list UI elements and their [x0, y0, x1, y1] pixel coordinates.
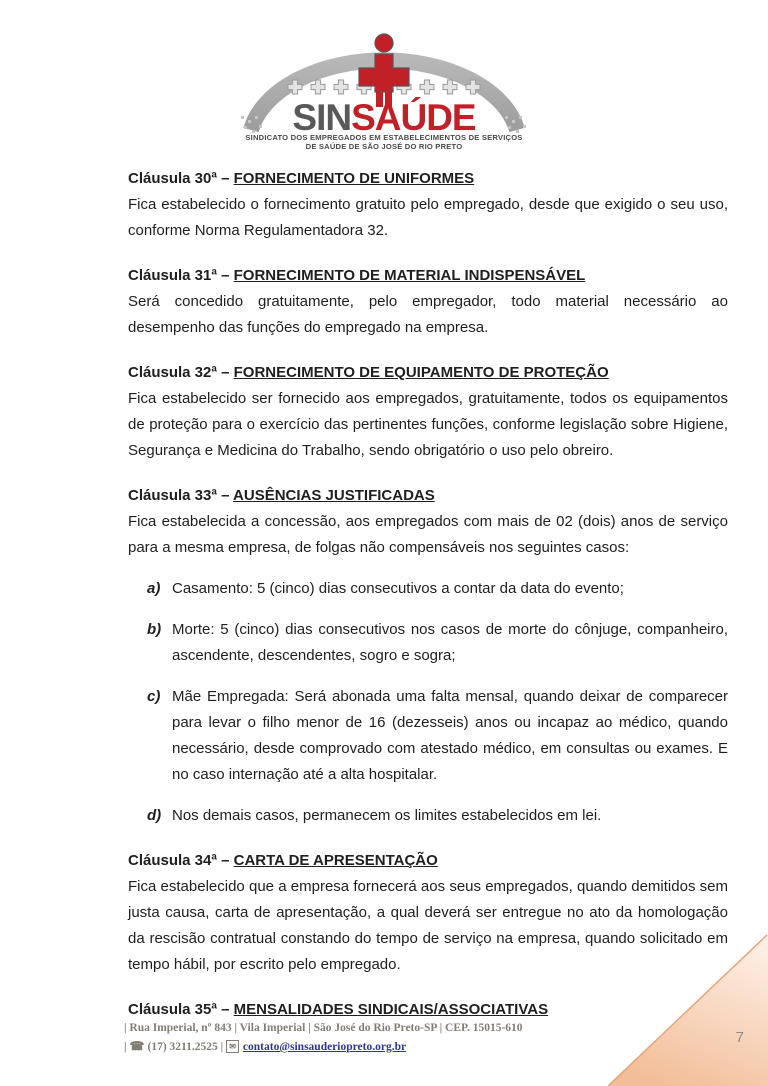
corner-triangle-decoration	[608, 934, 768, 1086]
clause-31-heading	[128, 263, 728, 289]
footer-contact-line	[124, 1037, 523, 1056]
list-item-b	[128, 617, 728, 669]
clause-35-title: MENSALIDADES SINDICAIS/ASSOCIATIVAS	[233, 1001, 549, 1018]
clause-30-title: FORNECIMENTO DE UNIFORMES	[233, 170, 475, 187]
clause-33-heading	[128, 483, 728, 509]
clause-34-text: Fica estabelecido que a empresa fornecerá aos seus empregados, quando demitidos sem justa causa, carta de apresentação, a qual deverá ser entregue no ato da homologação da rescisão contratual constando do tempo de serviço na empresa, quando solicitado em tempo hábil, por escrito pelo empregado.	[128, 878, 728, 973]
clause-31-text: Será concedido gratuitamente, pelo empregador, todo material necessário ao desempenho das funções do empregado na empresa.	[128, 293, 728, 336]
clause-30-text: Fica estabelecido o fornecimento gratuito pelo empregado, desde que exigido o seu uso, conforme Norma Regulamentadora 32.	[128, 196, 728, 239]
clause-30-heading	[128, 166, 728, 192]
list-item-b-marker: b)	[147, 621, 162, 638]
list-item-c	[128, 684, 728, 788]
clause-33-title: AUSÊNCIAS JUSTIFICADAS	[233, 487, 435, 504]
clause-31-title: FORNECIMENTO DE MATERIAL INDISPENSÁVEL	[233, 267, 586, 284]
page-footer	[124, 1019, 523, 1056]
footer-bar-2: |	[220, 1041, 224, 1053]
list-item-a-marker: a)	[147, 580, 161, 597]
footer-address-line: | Rua Imperial, nº 843 | Vila Imperial | São José do Rio Preto-SP | CEP. 15015-610	[124, 1022, 523, 1034]
list-item-a-text: Casamento: 5 (cinco) dias consecutivos a contar da data do evento;	[172, 580, 624, 597]
clause-33-text: Fica estabelecida a concessão, aos empregados com mais de 02 (dois) anos de serviço para a mesma empresa, de folgas não compensáveis nos seguintes casos:	[128, 513, 728, 556]
logo-wordmark: SINSAÚDE	[292, 97, 476, 138]
clause-30-number: Cláusula 30ª –	[128, 170, 234, 187]
logo-tagline-line1: SINDICATO DOS EMPREGADOS EM ESTABELECIMENTOS DE SERVIÇOS	[245, 133, 523, 142]
clause-35-number: Cláusula 35ª –	[128, 1001, 234, 1018]
contact-email-link[interactable]: contato@sinsauderiopreto.org.br	[242, 1041, 407, 1053]
footer-bar: |	[124, 1041, 127, 1053]
clause-32-heading	[128, 360, 728, 386]
person-icon	[375, 34, 393, 52]
envelope-icon: ✉	[226, 1040, 239, 1053]
list-item-b-text: Morte: 5 (cinco) dias consecutivos nos casos de morte do cônjuge, companheiro, ascendente, descendentes, sogro e sogra;	[172, 621, 728, 664]
logo	[0, 0, 768, 152]
clause-34-title: CARTA DE APRESENTAÇÃO	[233, 852, 438, 869]
clause-34-heading	[128, 848, 728, 874]
list-item-d-marker: d)	[147, 807, 162, 824]
sinsaude-logo-icon	[229, 30, 539, 152]
clause-32-title: FORNECIMENTO DE EQUIPAMENTO DE PROTEÇÃO	[233, 364, 609, 381]
list-item-c-marker: c)	[147, 688, 161, 705]
clause-32-text: Fica estabelecido ser fornecido aos empregados, gratuitamente, todos os equipamentos de proteção para o exercício das pertinentes funções, conforme legislação sobre Higiene, Segurança e Medicina do Trabalho, sendo obrigatório o uso pelo obreiro.	[128, 390, 728, 459]
logo-tagline-line2: DE SAÚDE DE SÃO JOSÉ DO RIO PRETO	[305, 142, 463, 151]
clause-33-number: Cláusula 33ª –	[128, 487, 234, 504]
list-item-d-text: Nos demais casos, permanecem os limites estabelecidos em lei.	[172, 807, 602, 824]
page-number: 7	[735, 1029, 744, 1046]
list-item-a	[128, 576, 728, 602]
clause-31-number: Cláusula 31ª –	[128, 267, 234, 284]
list-item-d	[128, 803, 728, 829]
telephone-icon: ☎	[129, 1039, 145, 1053]
list-item-c-text: Mãe Empregada: Será abonada uma falta mensal, quando deixar de comparecer para levar o filho menor de 16 (dezesseis) anos ou incapaz ao médico, quando necessário, desde comprovado com atestado médico, em consultas ou exames. E no caso internação até a alta hospitalar.	[172, 688, 728, 783]
clause-34-number: Cláusula 34ª –	[128, 852, 234, 869]
footer-phone: (17) 3211.2525	[147, 1041, 218, 1053]
clause-32-number: Cláusula 32ª –	[128, 364, 234, 381]
document-body	[128, 166, 728, 1023]
